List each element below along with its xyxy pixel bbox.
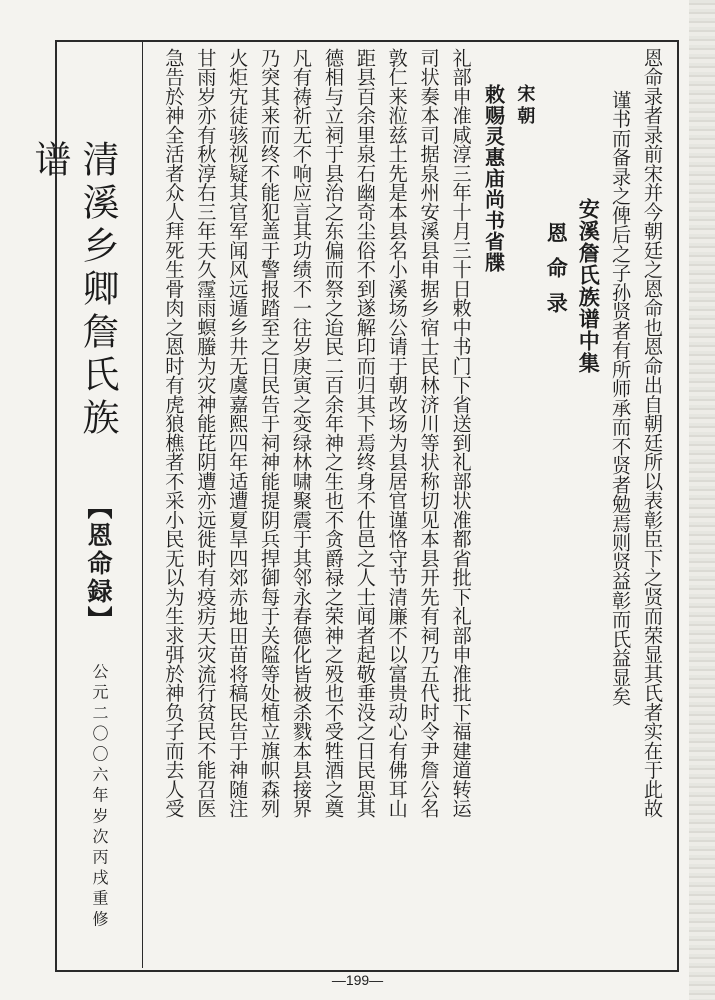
body-line: 火炬宄徒骇视疑其官军闻风远遁乡井无虞嘉熙四年适遭夏旱四郊赤地田苗将稿民告于神随注 <box>226 48 250 818</box>
body-line: 司状奏本司据泉州安溪县申据乡宿士民林济川等状称切见本县开先有祠乃五代时令尹詹公名 <box>417 48 441 818</box>
body-line: 敦仁来涖兹土先是本县名小溪场公请于朝改场为县居官谨恪守节清廉不以富贵动心有佛耳山 <box>385 48 409 818</box>
edition-note: 公元二〇〇六年岁次丙戌重修 <box>90 663 109 931</box>
document-title: 敕赐灵惠庙尚书省牒 <box>481 84 506 273</box>
era-heading: 宋朝 <box>514 84 536 128</box>
main-text <box>162 48 668 956</box>
page-number: —199— <box>331 972 384 988</box>
body-line: 甘雨岁亦有秋淳右三年天久霪雨螟螣为灾神能芘阴遭亦远徙时有疫疠天灾流行贫民不能召医 <box>194 48 218 818</box>
intro-line: 谨书而备录之俾后之子孙贤者有所师承而不贤者勉焉则贤益彰而氏益显矣 <box>609 90 633 706</box>
body-line: 凡有祷祈无不响应言其功绩不一往岁庚寅之变绿林啸聚震于其邻永春德化皆被杀戮本县接界 <box>290 48 314 818</box>
body-line: 距县百余里泉石幽奇尘俗不到遂解印而归其下焉终身不仕邑之人士闻者起敬垂没之日民思其 <box>353 48 377 818</box>
scan-edge-noise <box>689 0 715 1000</box>
section-title: 恩命录 <box>544 222 570 327</box>
section-label: 【恩命録】 <box>84 494 113 634</box>
body-line: 礼部申准咸淳三年十月三十日敕中书门下省送到礼部状准都省批下礼部申准批下福建道转运 <box>449 48 473 818</box>
intro-line: 恩命录者录前宋并今朝廷之恩命也恩命出自朝廷所以表彰臣下之贤而荣显其氏者实在于此故 <box>641 48 664 818</box>
body-line: 德相与立祠于县治之东偏而祭之迨民二百余年神之生也不贪爵禄之荣神之殁也不受牲酒之奠 <box>321 48 345 818</box>
book-title: 清溪乡卿詹氏族谱 <box>28 140 119 441</box>
genealogy-title: 安溪詹氏族谱中集 <box>576 198 602 374</box>
side-divider <box>142 42 143 968</box>
body-line: 乃突其来而终不能犯盖于警报踏至之日民告于祠神能提阴兵捍御每于关隘等处植立旗帜森列 <box>258 48 282 818</box>
body-line: 急告於神全活者众人拜死生骨肉之恩时有虎狼樵者不采小民无以为生求弭於神负子而去人受 <box>162 48 186 818</box>
